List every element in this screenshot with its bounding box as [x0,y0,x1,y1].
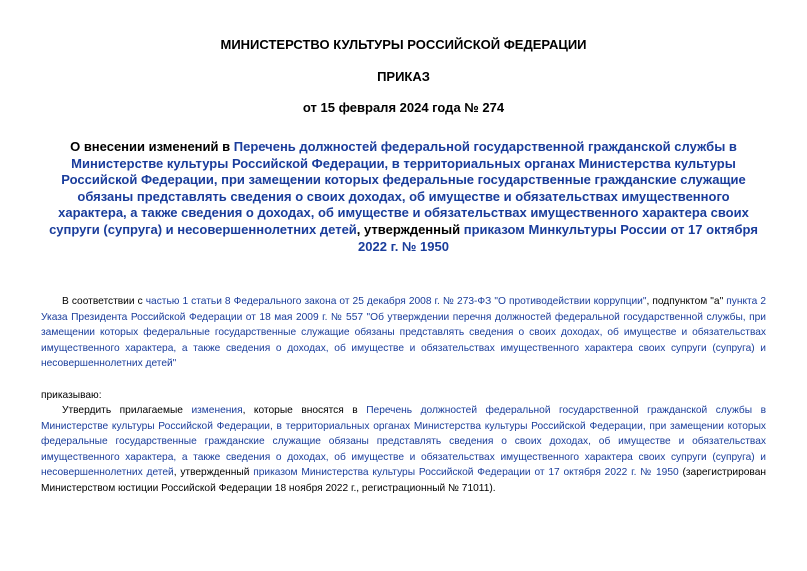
order-word: приказываю: [41,390,102,401]
preamble-link-law[interactable]: частью 1 статьи 8 Федерального закона от 25 декабря 2008 г. № 273-ФЗ "О противодействии коррупции" [145,296,647,307]
body-link-perechen[interactable]: Перечень должностей федеральной государственной гражданской службы в Министерстве культуры Российской Федерации, в территориальных органах Министерства культуры Российской Федерации, при замещении которых федеральные государственные гражданские служащие обязаны представлять сведения о своих доходах, об имуществе и обязательствах имущественного характера, а также сведения о доходах, об имуществе и обязательствах имущественного характера своих супруги (супруга) и несовершеннолетних детей [41,405,766,479]
title-link-prikaz[interactable]: приказом Минкультуры России от 17 октября 2022 г. № 1950 [358,221,758,254]
body-paragraph [41,403,766,497]
preamble-text-1: В соответствии с [62,296,146,307]
doc-type-heading: ПРИКАЗ [377,69,430,84]
document-title [44,139,763,255]
title-link-perechen[interactable]: Перечень должностей федеральной государственной гражданской службы в Министерстве культуры Российской Федерации, в территориальных органах Министерства культуры Российской Федерации, при замещении которых федеральные государственные гражданские служащие обязаны представлять сведения о своих доходах, об имуществе и обязательствах имущественного характера, а также сведения о доходах, об имуществе и обязательствах имущественного характера своих супруги (супруга) и несовершеннолетних детей [49,139,749,237]
preamble-link-decree[interactable]: пункта 2 Указа Президента Российской Федерации от 18 мая 2009 г. № 557 "Об утверждении перечня должностей федеральной государственной службы, при замещении которых федеральные государственные служащие обязаны представлять сведения о своих доходах, об имуществе и обязательствах имущественного характера, а также сведения о доходах, об имуществе и обязательствах имущественного характера своих супруги (супруга) и несовершеннолетних детей" [41,296,766,370]
title-prefix: О внесении изменений в [70,139,234,154]
date-number-heading: от 15 февраля 2024 года № 274 [302,100,505,115]
body-link-changes[interactable]: изменения [191,405,243,416]
body-text-4: (зарегистрирован Министерством юстиции Российской Федерации 18 ноября 2022 г., регистрационный № 71011). [41,467,766,494]
preamble-paragraph [41,294,766,372]
preamble-text-2: , подпунктом "а" [646,296,727,307]
body-text-1: Утвердить прилагаемые [62,405,192,416]
title-middle: , утвержденный [356,221,464,237]
body-text-3: , утвержденный [173,467,254,479]
body-link-prikaz[interactable]: приказом Министерства культуры Российской Федерации от 17 октября 2022 г. № 1950 [253,467,679,479]
ministry-heading: МИНИСТЕРСТВО КУЛЬТУРЫ РОССИЙСКОЙ ФЕДЕРАЦИИ [220,37,587,52]
body-text-2: , которые вносятся в [242,405,367,416]
